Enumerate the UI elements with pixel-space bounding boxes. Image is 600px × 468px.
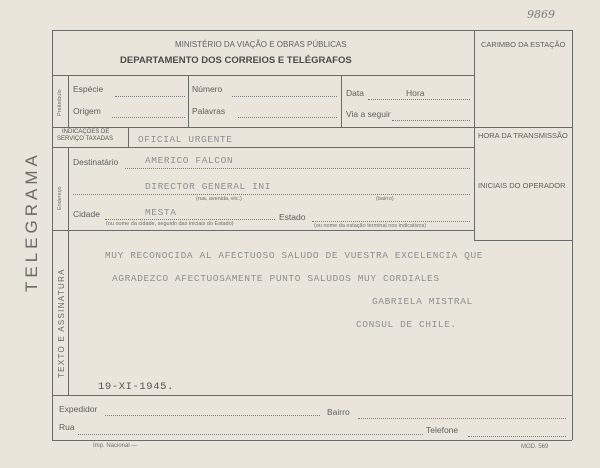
bairro-field bbox=[358, 418, 566, 419]
address-side-column bbox=[68, 147, 69, 230]
street-field bbox=[73, 194, 470, 195]
stamp-box-label: CARIMBO DA ESTAÇÃO bbox=[481, 40, 566, 49]
city-value: MESTA bbox=[145, 207, 177, 218]
data-label: Data bbox=[346, 88, 364, 98]
address-side-label: Endereço bbox=[57, 186, 63, 210]
service-value: OFICIAL URGENTE bbox=[138, 134, 233, 145]
header-divider bbox=[52, 75, 474, 76]
preamble-side-label: Preâmbulo bbox=[57, 89, 63, 116]
body-bottom-line bbox=[52, 395, 572, 396]
address-bottom-line bbox=[52, 230, 474, 231]
bairro-label: Bairro bbox=[327, 407, 350, 417]
outer-top-border bbox=[52, 30, 572, 31]
numero-label: Número bbox=[192, 84, 223, 94]
via-label: Via a seguir bbox=[346, 109, 391, 119]
preamble-side-column bbox=[68, 75, 69, 127]
body-line-2: AGRADEZCO AFECTUOSAMENTE PUNTO SALUDOS MUY CORDIALES bbox=[112, 273, 440, 284]
especie-label: Espécie bbox=[73, 84, 104, 94]
rua-field bbox=[78, 434, 423, 435]
origem-label: Origem bbox=[73, 106, 101, 116]
body-side-label: TEXTO E ASSINATURA bbox=[57, 268, 66, 378]
numero-field bbox=[232, 96, 337, 97]
outer-bottom-border bbox=[52, 440, 572, 441]
model-number: MOD. 569 bbox=[521, 444, 549, 450]
body-line-4: CONSUL DE CHILE. bbox=[356, 319, 457, 330]
palavras-label: Palavras bbox=[192, 106, 226, 116]
service-label-divider bbox=[128, 127, 129, 147]
body-line-1: MUY RECONOCIDA AL AFECTUOSO SALUDO DE VUESTRA EXCELENCIA QUE bbox=[105, 250, 484, 261]
via-field bbox=[392, 120, 470, 121]
preamble-bottom-line bbox=[52, 127, 572, 128]
outer-right-border bbox=[572, 30, 573, 440]
palavras-field bbox=[238, 117, 337, 118]
state-label: Estado bbox=[279, 212, 306, 222]
district-hint: (bairro) bbox=[376, 196, 394, 202]
operator-label: INICIAIS DO OPERADOR bbox=[478, 181, 566, 190]
expedidor-field bbox=[105, 415, 320, 416]
preamble-divider-2 bbox=[341, 75, 342, 127]
body-side-column bbox=[68, 230, 69, 395]
state-hint: (ou nome da estação terminal nos indicativos) bbox=[314, 223, 427, 229]
right-box-bottom bbox=[474, 240, 572, 241]
corner-number: 9869 bbox=[527, 8, 555, 21]
recipient-field bbox=[125, 168, 470, 169]
state-field bbox=[312, 221, 470, 222]
outer-left-border bbox=[52, 30, 53, 440]
recipient-value: AMERICO FALCON bbox=[145, 155, 234, 166]
body-date: 19-XI-1945. bbox=[98, 381, 174, 393]
body-line-3: GABRIELA MISTRAL bbox=[372, 296, 473, 307]
printer-mark: Imp. Nacional — bbox=[93, 443, 138, 449]
data-field bbox=[368, 99, 470, 100]
recipient-line2: DIRECTOR GENERAL INI bbox=[145, 181, 272, 192]
telefone-label: Telefone bbox=[426, 425, 459, 435]
ministry-title: MINISTÉRIO DA VIAÇÃO E OBRAS PÚBLICAS bbox=[175, 40, 347, 49]
stamp-box-divider bbox=[474, 30, 475, 240]
especie-field bbox=[115, 96, 185, 97]
transmission-label: HORA DA TRANSMISSÃO bbox=[478, 131, 568, 140]
service-label-line2: SERVIÇO TAXADAS bbox=[57, 136, 114, 142]
telegrama-side-title: TELEGRAMA bbox=[22, 151, 41, 292]
service-label-line1: INDICAÇÕES DE bbox=[62, 129, 110, 135]
service-bottom-line bbox=[52, 147, 474, 148]
telefone-field bbox=[468, 436, 566, 437]
preamble-divider-1 bbox=[188, 75, 189, 127]
hora-label: Hora bbox=[406, 88, 425, 98]
origem-field bbox=[112, 117, 185, 118]
city-field bbox=[105, 219, 275, 220]
department-title: DEPARTAMENTO DOS CORREIOS E TELÉGRAFOS bbox=[120, 55, 352, 66]
rua-label: Rua bbox=[59, 422, 75, 432]
city-hint: (ou nome da cidade, seguido das iniciais do Estado) bbox=[106, 221, 234, 227]
expedidor-label: Expedidor bbox=[59, 404, 98, 414]
city-label: Cidade bbox=[73, 209, 100, 219]
street-hint: (rua, avenida, etc.) bbox=[196, 196, 242, 202]
recipient-label: Destinatário bbox=[73, 157, 119, 167]
